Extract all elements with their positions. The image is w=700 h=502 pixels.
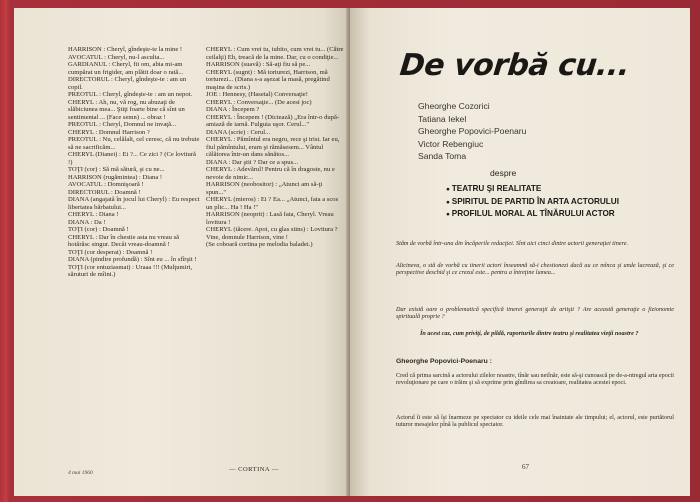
article-title: De vorbă cu... [398, 48, 631, 83]
dialogue-line: PREOTUL : Cheryl, gîndeşte-te : am un nepot. [68, 91, 193, 98]
dialogue-line: GARDIANUL : Cheryl, fii om, abia mi-am cumpărat un frigider, am plătit doar o rată... [68, 61, 184, 76]
dialogue-line: AVOCATUL : Domnişoară ! [68, 181, 144, 188]
topic-item: ● PROFILUL MORAL AL TÎNĂRULUI ACTOR [446, 208, 619, 221]
dialogue-line: TOŢI (cor entuziasmat) : Uraaa !!! (Mulţumiri, săruturi de mîini.) [68, 263, 193, 278]
participant-names [418, 100, 526, 163]
dialogue-line: CHERYL (tăcere. Apoi, cu glas stins) : Lovitura ? Vine, domnule Harrison, vine ! [206, 226, 338, 241]
dialogue-line: DIANA (scrie) : Cerul... [206, 128, 271, 136]
play-column-right [206, 46, 344, 249]
intro-paragraph-1: Stăm de vorbă într-una din încăperile redacţiei. Sînt aici cinci dintre actorii generaţiei tinere. [396, 240, 629, 247]
left-page [14, 8, 350, 496]
dialogue-line: CHERYL (Dianei) : Ei ?... Ce zici ? (Ce lovitură !) [68, 151, 196, 166]
topic-item: ● SPIRITUL DE PARTID ÎN ARTA ACTORULUI [446, 196, 619, 209]
dialogue-line: DIANA : Da ! [68, 218, 106, 226]
date-footnote: 4 mai 1960 [68, 470, 93, 476]
dialogue-line: TOŢI (cor) : Să mă sătură, şi cu ne... [68, 166, 165, 173]
dialogue-line: TOŢI (cor) : Doamnă ! [68, 226, 129, 233]
dialogue-line: HARRISON (rugămintea) : Diana ! [68, 173, 163, 181]
dialogue-line: DIANA : Începem ? [206, 106, 260, 113]
dialogue-line: HARRISON (suavă) : Să-aţi fiu să pe... [206, 61, 311, 68]
dialogue-line: CHERYL (sugnt) : Mă torturezi, Harrison, mă torturezi... (Diana s-a aşezat la masă, pregătind maşina de scris.) [206, 68, 330, 91]
dialogue-line: CHERYL (mieros) : Ei ? Ea... „Atunci, fata a scos un plic... Ha ! Ha !" [206, 196, 339, 211]
dialogue-line: CHERYL : Ah, nu, vă rog, nu abuzaţi de slăbiciunea mea... Ştiţi foarte bine că sînt un sentimental ... (Face semn) ... obraz ! [68, 98, 185, 121]
intro-paragraph-3: Dar există oare o problematică specifică tinerei generaţii de artişti ? Are această generaţie o fizionomie spirituală proprie ? [396, 306, 674, 321]
dialogue-line: PREOTUL : Nu, celălalt, cel ceresc, că nu trebuie să ne sacrificăm... [68, 136, 200, 151]
play-column-left [68, 46, 200, 279]
dialogue-line: CHERYL : Diana ! [68, 211, 119, 218]
dialogue-line: AVOCATUL : Cheryl, nu-l asculta... [68, 53, 165, 61]
dialogue-line: DIRECTORUL : Doamnă ! [68, 188, 141, 196]
dialogue-line: HARRISON : Cheryl, gîndeşte-te la mine ! [68, 46, 183, 53]
dialogue-line: DIANA (angajată în jocul lui Cheryl) : Eu respect libertatea bărbatului... [68, 196, 200, 211]
dialogue-line: JOE : Hennesy, (Hasetal) Conversaţie! [206, 91, 308, 98]
dialogue-line: HARRISON (neobositor) : „Atunci am să-ţi spun..." [206, 181, 323, 196]
dialogue-line: TOŢI (cor desperat) : Doamnă ! [68, 248, 153, 256]
dialogue-line: DIRECTORUL : Cheryl, gîndeşte-te : am un copil. [68, 76, 187, 91]
dialogue-line: CHERYL : Adevărul! Pentru că în dragoste, nu e nevoie de nimic... [206, 166, 335, 181]
dialogue-line: (Se coboară cortina pe melodia baladei.) [206, 241, 313, 248]
dialogue-line: CHERYL : Domnul Harrison ? [68, 128, 150, 136]
dialogue-line: DIANA (pindire profundă) : Sînt eu ... în sfîrşit ! [68, 256, 197, 263]
answer-paragraph-1: Cred că prima sarcină a actorului zilelor noastre, tînăr sau netînăr, este să-şi cunoască pe de-a-ntregul arta epocii revoluţionare pe care o trăim şi să exprime prin gîndirea sa creatoare, realitatea acestei epoci. [396, 372, 674, 387]
answer-paragraph-2: Actorul îi este să îşi înarmeze pe spectator cu ideile cele mai înaintate ale timpului; el, actorul, este purtătorul tuturor mesajelor pînă la publicul spectator. [396, 414, 674, 429]
right-page [350, 8, 690, 496]
participant-name: Gheorghe Cozorici [418, 101, 490, 111]
about-label: despre [490, 168, 517, 178]
dialogue-line: CHERYL : Conversaţie... (De acest joc) [206, 98, 312, 106]
participant-name: Gheorghe Popovici-Poenaru [418, 126, 527, 137]
interview-question: În acest caz, cum priviţi, de pildă, raporturile dintre teatru şi realitatea vieţii noastre ? [420, 330, 639, 337]
dialogue-line: CHERYL : Pămîntul era negru, rece şi trist. Iar eu, fiul pămîntului, eram şi rămăsesem... Vântul călătorea într-un dans sănătos... [206, 136, 340, 158]
participant-name: Tatiana Iekel [418, 113, 467, 124]
topic-list [446, 183, 619, 221]
dialogue-line: DIANA : Dar ştii ? Dar ce a spus... [206, 158, 299, 166]
dialogue-line: HARRISON (neoprit) : Lasă fata, Cheryl. Vreau lovitura ! [206, 211, 334, 226]
dialogue-line: PREOTUL : Cheryl, Domnul ne invaţă... [68, 121, 176, 128]
dialogue-line: CHERYL : Dar în chestie asta nu vreau să hotărăsc singur. Decât vreau-doamnă ! [68, 233, 180, 248]
intro-paragraph-2: Altcineva, o stă de vorbă cu tinerii actori înseamnă să-i chestionezi dacă au ce mînca şi unde lucrează, şi ce perspective deschid şi ce crezul este... pentru a întreţine lumea... [396, 262, 674, 277]
dialogue-line: CHERYL : Începem ! (Dictează) „Era într-o după-amiază de iarnă. Fulguia uşor. Cerul..." [206, 113, 340, 128]
dialogue-line: CHERYL : Cum vrei tu, iubito, cum vrei tu... (Către ceilalţi) Eh, treacă de la mine. Dar, cu o condiţie... [206, 46, 344, 61]
participant-name: Sanda Toma [418, 151, 467, 162]
page-number: 67 [522, 463, 529, 471]
topic-item: ● TEATRU ŞI REALITATE [446, 183, 619, 196]
curtain-ending: — CORTINA — [229, 466, 279, 473]
participant-name: Victor Rebengiuc [418, 138, 484, 149]
speaker-name: Gheorghe Popovici-Poenaru : [396, 358, 492, 365]
